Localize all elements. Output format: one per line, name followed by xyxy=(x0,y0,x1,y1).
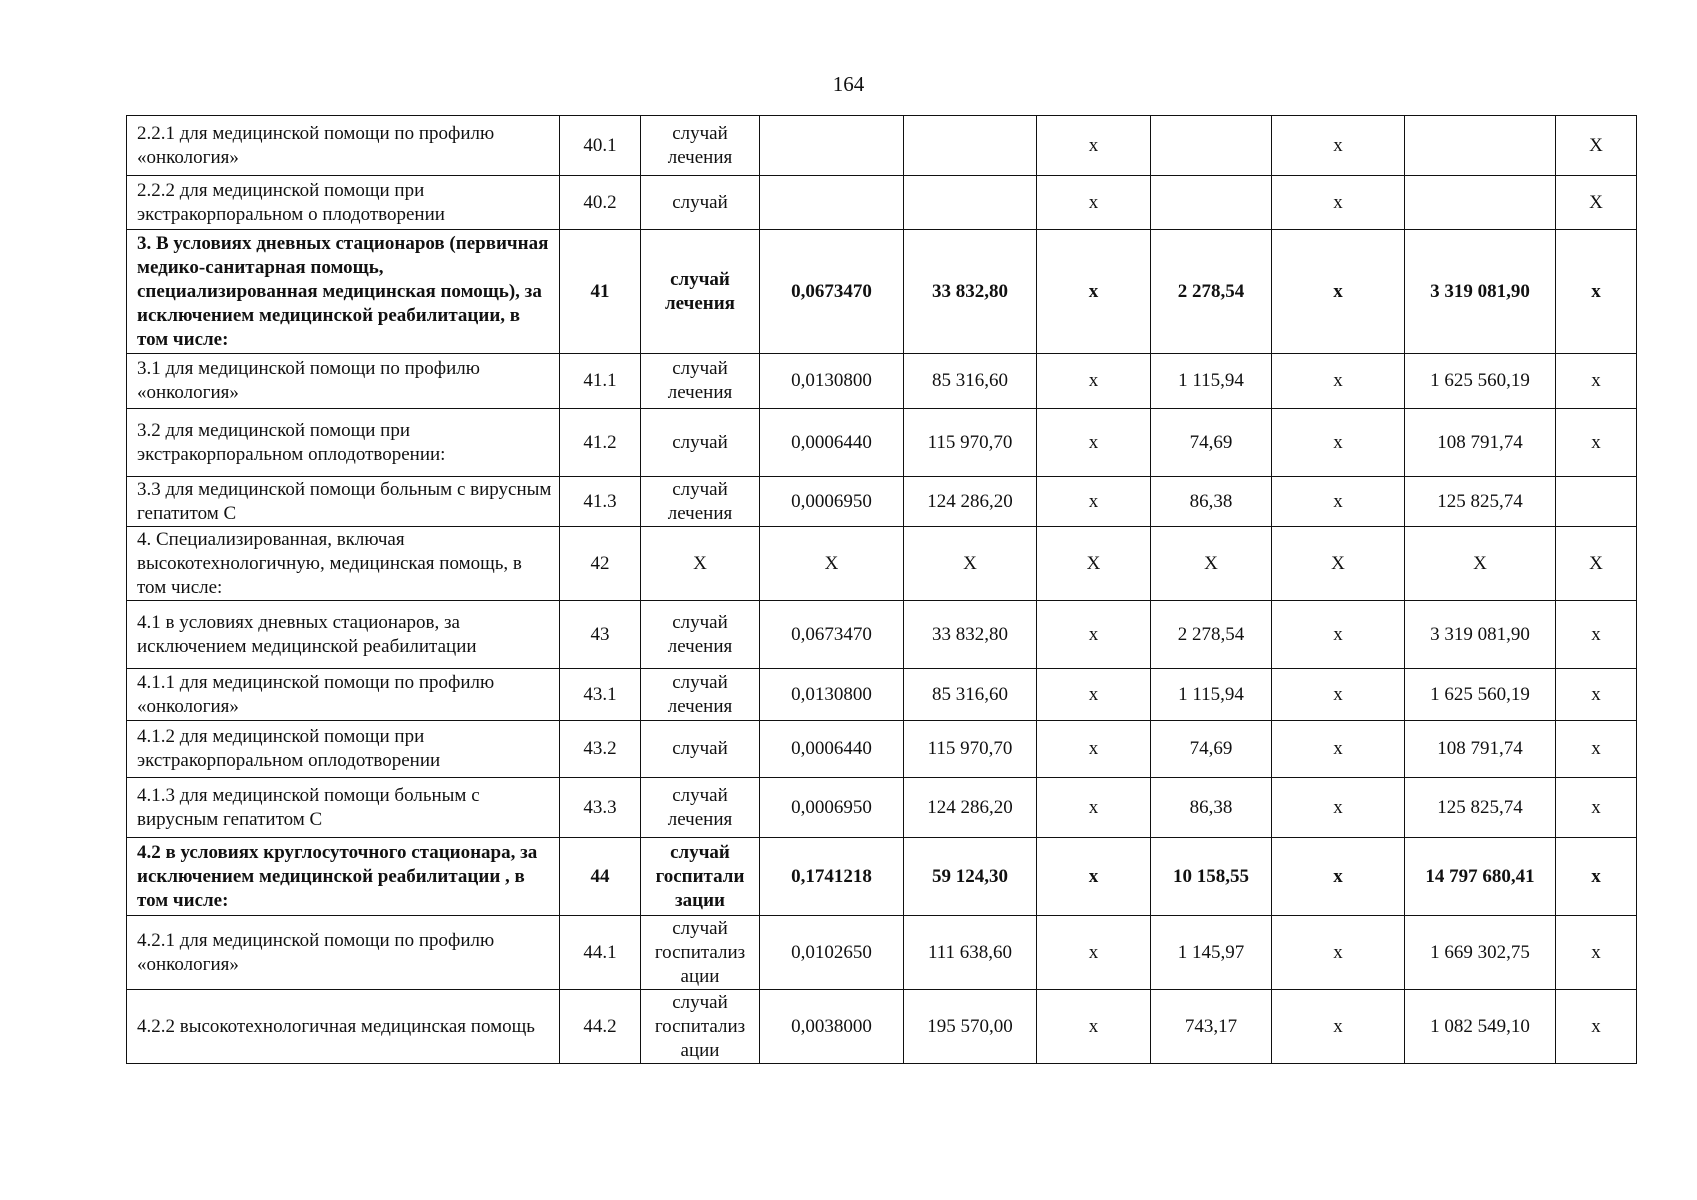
row-norm-cost: 124 286,20 xyxy=(904,477,1037,527)
row-number: 43.1 xyxy=(560,669,641,721)
row-norm-volume: 0,0102650 xyxy=(760,916,904,990)
row-per-capita: 74,69 xyxy=(1151,409,1272,477)
row-col-x2: х xyxy=(1272,230,1405,354)
row-norm-volume xyxy=(760,116,904,176)
row-norm-volume: 0,0006950 xyxy=(760,778,904,838)
row-col-x2: х xyxy=(1272,669,1405,721)
row-description: 3.2 для медицинской помощи при экстракорпоральном оплодотворении: xyxy=(127,409,560,477)
table-row xyxy=(127,116,1637,176)
row-norm-volume: Х xyxy=(760,527,904,601)
table-row xyxy=(127,176,1637,230)
row-unit: случай лечения xyxy=(641,116,760,176)
row-number: 44.1 xyxy=(560,916,641,990)
table-row xyxy=(127,721,1637,778)
table-row xyxy=(127,230,1637,354)
row-total-cost: 108 791,74 xyxy=(1405,721,1556,778)
row-description: 4.2.1 для медицинской помощи по профилю «онкология» xyxy=(127,916,560,990)
row-per-capita: 2 278,54 xyxy=(1151,230,1272,354)
table-row xyxy=(127,601,1637,669)
row-number: 43.2 xyxy=(560,721,641,778)
row-col-x3: х xyxy=(1556,669,1637,721)
row-total-cost: 1 625 560,19 xyxy=(1405,354,1556,409)
row-unit: случай лечения xyxy=(641,601,760,669)
row-description: 4.1.3 для медицинской помощи больным с вирусным гепатитом С xyxy=(127,778,560,838)
row-per-capita: 74,69 xyxy=(1151,721,1272,778)
row-col-x3: х xyxy=(1556,601,1637,669)
table-row xyxy=(127,527,1637,601)
row-norm-cost: 85 316,60 xyxy=(904,354,1037,409)
row-col-x1: х xyxy=(1037,176,1151,230)
row-unit: случай xyxy=(641,409,760,477)
table-row xyxy=(127,669,1637,721)
row-col-x3: х xyxy=(1556,838,1637,916)
row-col-x1: х xyxy=(1037,916,1151,990)
row-col-x1: х xyxy=(1037,116,1151,176)
row-total-cost: 125 825,74 xyxy=(1405,778,1556,838)
row-unit: случай лечения xyxy=(641,230,760,354)
row-norm-volume: 0,0038000 xyxy=(760,990,904,1064)
row-number: 43 xyxy=(560,601,641,669)
row-per-capita: 86,38 xyxy=(1151,477,1272,527)
row-col-x1: Х xyxy=(1037,527,1151,601)
row-col-x2: х xyxy=(1272,354,1405,409)
row-col-x3: х xyxy=(1556,778,1637,838)
row-number: 41.1 xyxy=(560,354,641,409)
row-col-x2: х xyxy=(1272,838,1405,916)
row-col-x2: х xyxy=(1272,601,1405,669)
row-norm-cost: Х xyxy=(904,527,1037,601)
table-row xyxy=(127,354,1637,409)
row-norm-cost: 59 124,30 xyxy=(904,838,1037,916)
row-number: 40.1 xyxy=(560,116,641,176)
row-total-cost: 108 791,74 xyxy=(1405,409,1556,477)
row-col-x2: Х xyxy=(1272,527,1405,601)
row-description: 3.3 для медицинской помощи больным с вирусным гепатитом С xyxy=(127,477,560,527)
row-col-x3: х xyxy=(1556,230,1637,354)
row-per-capita: 10 158,55 xyxy=(1151,838,1272,916)
row-norm-cost: 195 570,00 xyxy=(904,990,1037,1064)
row-number: 42 xyxy=(560,527,641,601)
row-total-cost: 1 082 549,10 xyxy=(1405,990,1556,1064)
row-description: 3. В условиях дневных стационаров (первичная медико-санитарная помощь, специализированная медицинская помощь), за исключением медицинской реабилитации, в том числе: xyxy=(127,230,560,354)
row-col-x3 xyxy=(1556,477,1637,527)
row-col-x2: х xyxy=(1272,778,1405,838)
row-description: 4.2 в условиях круглосуточного стационара, за исключением медицинской реабилитации , в том числе: xyxy=(127,838,560,916)
row-number: 43.3 xyxy=(560,778,641,838)
row-total-cost xyxy=(1405,116,1556,176)
row-col-x1: х xyxy=(1037,409,1151,477)
row-col-x3: х xyxy=(1556,721,1637,778)
row-col-x2: х xyxy=(1272,477,1405,527)
row-number: 41.2 xyxy=(560,409,641,477)
row-number: 41 xyxy=(560,230,641,354)
row-per-capita: 2 278,54 xyxy=(1151,601,1272,669)
row-norm-volume: 0,0673470 xyxy=(760,230,904,354)
row-norm-volume: 0,0006440 xyxy=(760,721,904,778)
row-col-x2: х xyxy=(1272,116,1405,176)
row-norm-volume xyxy=(760,176,904,230)
row-norm-volume: 0,0130800 xyxy=(760,354,904,409)
row-description: 4.2.2 высокотехнологичная медицинская помощь xyxy=(127,990,560,1064)
row-norm-cost: 115 970,70 xyxy=(904,721,1037,778)
row-col-x3: х xyxy=(1556,990,1637,1064)
row-norm-cost: 111 638,60 xyxy=(904,916,1037,990)
row-unit: случай xyxy=(641,721,760,778)
table-row xyxy=(127,409,1637,477)
row-norm-cost: 33 832,80 xyxy=(904,230,1037,354)
row-per-capita: 1 115,94 xyxy=(1151,354,1272,409)
row-per-capita xyxy=(1151,176,1272,230)
row-norm-cost: 115 970,70 xyxy=(904,409,1037,477)
row-col-x3: х xyxy=(1556,916,1637,990)
row-col-x2: х xyxy=(1272,916,1405,990)
row-norm-cost: 33 832,80 xyxy=(904,601,1037,669)
row-description: 2.2.2 для медицинской помощи при экстракорпоральном о плодотворении xyxy=(127,176,560,230)
table-row xyxy=(127,916,1637,990)
row-per-capita: 1 115,94 xyxy=(1151,669,1272,721)
row-col-x1: х xyxy=(1037,838,1151,916)
row-col-x2: х xyxy=(1272,721,1405,778)
row-col-x3: Х xyxy=(1556,176,1637,230)
row-col-x1: х xyxy=(1037,990,1151,1064)
row-norm-volume: 0,1741218 xyxy=(760,838,904,916)
row-col-x1: х xyxy=(1037,778,1151,838)
row-total-cost: 1 625 560,19 xyxy=(1405,669,1556,721)
row-col-x1: х xyxy=(1037,669,1151,721)
row-unit: случай лечения xyxy=(641,477,760,527)
row-number: 41.3 xyxy=(560,477,641,527)
row-description: 4.1 в условиях дневных стационаров, за исключением медицинской реабилитации xyxy=(127,601,560,669)
table-row xyxy=(127,838,1637,916)
row-number: 44.2 xyxy=(560,990,641,1064)
row-description: 2.2.1 для медицинской помощи по профилю «онкология» xyxy=(127,116,560,176)
row-total-cost: 14 797 680,41 xyxy=(1405,838,1556,916)
row-number: 44 xyxy=(560,838,641,916)
row-norm-volume: 0,0673470 xyxy=(760,601,904,669)
row-unit: случай xyxy=(641,176,760,230)
row-per-capita: 1 145,97 xyxy=(1151,916,1272,990)
row-unit: случай лечения xyxy=(641,354,760,409)
table-row xyxy=(127,990,1637,1064)
row-col-x3: х xyxy=(1556,409,1637,477)
row-col-x1: х xyxy=(1037,601,1151,669)
page-number: 164 xyxy=(832,72,865,96)
row-norm-volume: 0,0130800 xyxy=(760,669,904,721)
row-total-cost: 125 825,74 xyxy=(1405,477,1556,527)
row-per-capita xyxy=(1151,116,1272,176)
row-unit: случай госпитализ ации xyxy=(641,990,760,1064)
row-description: 4.1.2 для медицинской помощи при экстракорпоральном оплодотворении xyxy=(127,721,560,778)
row-col-x2: х xyxy=(1272,409,1405,477)
row-per-capita: 86,38 xyxy=(1151,778,1272,838)
row-description: 3.1 для медицинской помощи по профилю «онкология» xyxy=(127,354,560,409)
row-unit: случай лечения xyxy=(641,669,760,721)
row-col-x1: х xyxy=(1037,354,1151,409)
row-norm-cost xyxy=(904,176,1037,230)
row-number: 40.2 xyxy=(560,176,641,230)
row-col-x3: Х xyxy=(1556,116,1637,176)
row-total-cost: Х xyxy=(1405,527,1556,601)
row-total-cost: 3 319 081,90 xyxy=(1405,230,1556,354)
row-norm-cost: 85 316,60 xyxy=(904,669,1037,721)
row-norm-cost: 124 286,20 xyxy=(904,778,1037,838)
row-per-capita: 743,17 xyxy=(1151,990,1272,1064)
row-col-x1: х xyxy=(1037,721,1151,778)
row-norm-cost xyxy=(904,116,1037,176)
row-description: 4.1.1 для медицинской помощи по профилю «онкология» xyxy=(127,669,560,721)
row-col-x2: х xyxy=(1272,990,1405,1064)
row-unit: случай госпитализ ации xyxy=(641,916,760,990)
row-norm-volume: 0,0006440 xyxy=(760,409,904,477)
row-unit: случай госпитали зации xyxy=(641,838,760,916)
data-table xyxy=(126,115,1637,1064)
row-total-cost: 3 319 081,90 xyxy=(1405,601,1556,669)
row-norm-volume: 0,0006950 xyxy=(760,477,904,527)
table-row xyxy=(127,477,1637,527)
row-col-x2: х xyxy=(1272,176,1405,230)
row-col-x1: х xyxy=(1037,477,1151,527)
row-unit: случай лечения xyxy=(641,778,760,838)
row-unit: Х xyxy=(641,527,760,601)
row-total-cost: 1 669 302,75 xyxy=(1405,916,1556,990)
row-col-x3: Х xyxy=(1556,527,1637,601)
row-col-x3: х xyxy=(1556,354,1637,409)
row-per-capita: Х xyxy=(1151,527,1272,601)
row-col-x1: х xyxy=(1037,230,1151,354)
row-description: 4. Специализированная, включая высокотехнологичную, медицинская помощь, в том числе: xyxy=(127,527,560,601)
table-row xyxy=(127,778,1637,838)
row-total-cost xyxy=(1405,176,1556,230)
